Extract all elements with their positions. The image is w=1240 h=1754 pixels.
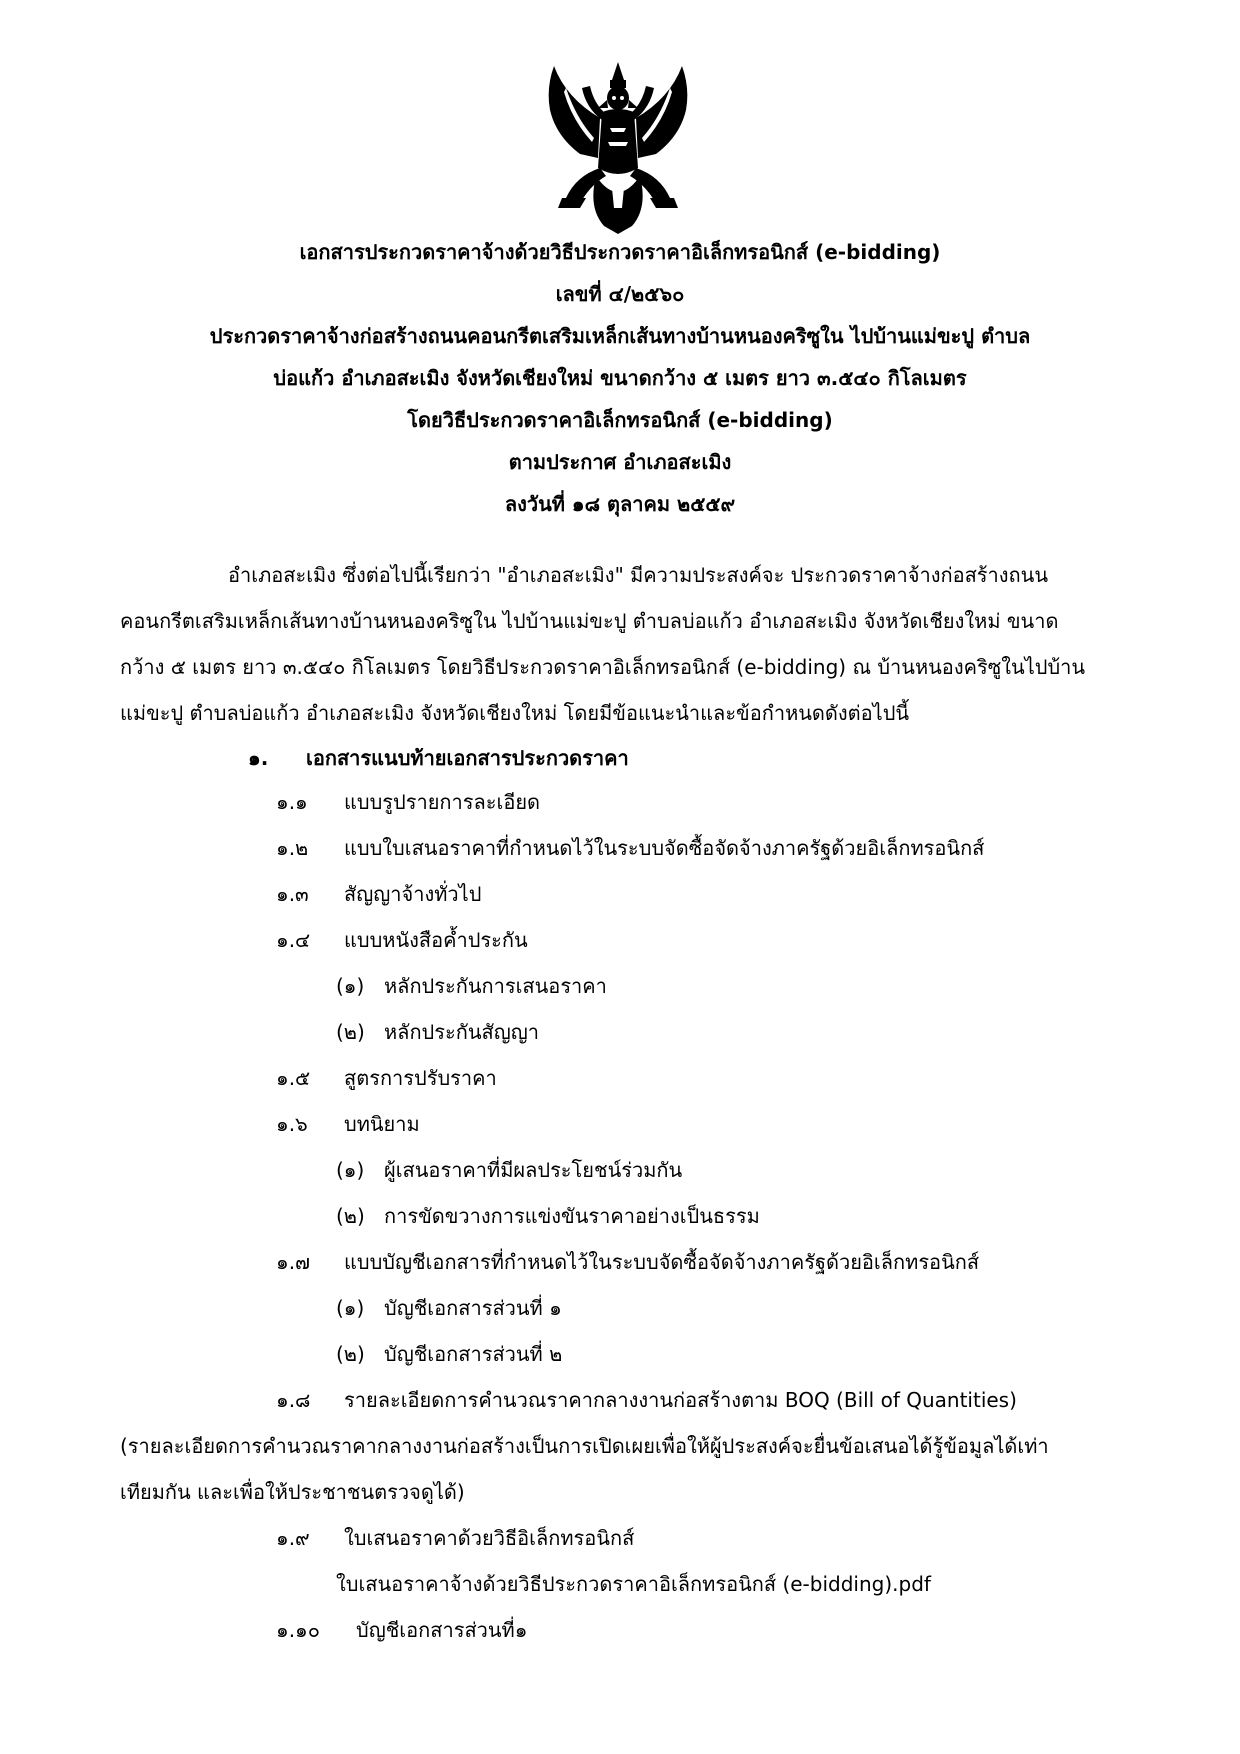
sub-item-number: (๒) xyxy=(336,1342,365,1366)
item-number: ๑.๒ xyxy=(276,836,309,860)
sub-item-number: (๑) xyxy=(336,1158,365,1182)
sub-item-text: บัญชีเอกสารส่วนที่ ๒ xyxy=(384,1342,563,1366)
item-number: ๑.๗ xyxy=(276,1250,311,1274)
item-text: แบบรูปรายการละเอียด xyxy=(344,790,541,814)
section-number: ๑. xyxy=(248,746,269,770)
item-number: ๑.๑ xyxy=(276,790,308,814)
announcement-date: ลงวันที่ ๑๘ ตุลาคม ๒๕๕๙ xyxy=(504,492,736,516)
item-continuation-line-1: (รายละเอียดการคำนวณราคากลางงานก่อสร้างเป็นการเปิดเผยเพื่อให้ผู้ประสงค์จะยื่นข้อเสนอได้รู้ข้อมูลได้เท่า xyxy=(120,1434,1049,1458)
sub-item-number: (๒) xyxy=(336,1020,365,1044)
item-number: ๑.๕ xyxy=(276,1066,311,1090)
item-text: บทนิยาม xyxy=(344,1112,420,1136)
item-number: ๑.๘ xyxy=(276,1388,311,1412)
item-text: แบบบัญชีเอกสารที่กำหนดไว้ในระบบจัดซื้อจัดจ้างภาครัฐด้วยอิเล็กทรอนิกส์ xyxy=(344,1250,980,1274)
item-text: ใบเสนอราคาด้วยวิธีอิเล็กทรอนิกส์ xyxy=(344,1526,635,1550)
intro-line-3: กว้าง ๕ เมตร ยาว ๓.๕๔๐ กิโลเมตร โดยวิธีประกวดราคาอิเล็กทรอนิกส์ (e-bidding) ณ บ้านหนองคริซูในไปบ้าน xyxy=(120,655,1086,679)
item-text: แบบใบเสนอราคาที่กำหนดไว้ในระบบจัดซื้อจัดจ้างภาครัฐด้วยอิเล็กทรอนิกส์ xyxy=(344,836,985,860)
sub-item-number: (๑) xyxy=(336,974,365,998)
document-title: เอกสารประกวดราคาจ้างด้วยวิธีประกวดราคาอิเล็กทรอนิกส์ (e-bidding) xyxy=(299,240,941,264)
item-text: บัญชีเอกสารส่วนที่๑ xyxy=(356,1618,528,1642)
item-number: ๑.๓ xyxy=(276,882,309,906)
item-number: ๑.๖ xyxy=(276,1112,308,1136)
intro-line-1: อำเภอสะเมิง ซึ่งต่อไปนี้เรียกว่า "อำเภอสะเมิง" มีความประสงค์จะ ประกวดราคาจ้างก่อสร้างถนน xyxy=(228,563,1048,587)
item-continuation-line-2: เทียมกัน และเพื่อให้ประชาชนตรวจดูได้) xyxy=(120,1480,465,1504)
sub-item-text: หลักประกันสัญญา xyxy=(384,1020,540,1044)
sub-item-text: ผู้เสนอราคาที่มีผลประโยชน์ร่วมกัน xyxy=(384,1158,683,1182)
announcement-title: ตามประกาศ อำเภอสะเมิง xyxy=(508,450,732,474)
item-text: สัญญาจ้างทั่วไป xyxy=(344,882,482,906)
project-title-line-2: บ่อแก้ว อำเภอสะเมิง จังหวัดเชียงใหม่ ขนาดกว้าง ๕ เมตร ยาว ๓.๕๔๐ กิโลเมตร xyxy=(273,366,967,390)
sub-item-number: (๑) xyxy=(336,1296,365,1320)
item-number: ๑.๔ xyxy=(276,928,311,952)
intro-line-4: แม่ขะปู ตำบลบ่อแก้ว อำเภอสะเมิง จังหวัดเชียงใหม่ โดยมีข้อแนะนำและข้อกำหนดดังต่อไปนี้ xyxy=(120,701,910,725)
attachment-filename: ใบเสนอราคาจ้างด้วยวิธีประกวดราคาอิเล็กทรอนิกส์ (e-bidding).pdf xyxy=(336,1572,931,1596)
sub-item-text: หลักประกันการเสนอราคา xyxy=(384,974,607,998)
project-title-line-1: ประกวดราคาจ้างก่อสร้างถนนคอนกรีตเสริมเหล็กเส้นทางบ้านหนองคริซูใน ไปบ้านแม่ขะปู ตำบล xyxy=(209,324,1031,348)
item-number: ๑.๑๐ xyxy=(276,1618,320,1642)
item-number: ๑.๙ xyxy=(276,1526,310,1550)
intro-line-2: คอนกรีตเสริมเหล็กเส้นทางบ้านหนองคริซูใน ไปบ้านแม่ขะปู ตำบลบ่อแก้ว อำเภอสะเมิง จังหวัดเชียงใหม่ ขนาด xyxy=(120,609,1059,633)
item-text: สูตรการปรับราคา xyxy=(344,1066,497,1090)
garuda-emblem xyxy=(536,58,700,236)
item-text: แบบหนังสือค้ำประกัน xyxy=(344,928,528,952)
sub-item-text: บัญชีเอกสารส่วนที่ ๑ xyxy=(384,1296,562,1320)
sub-item-number: (๒) xyxy=(336,1204,365,1228)
sub-item-text: การขัดขวางการแข่งขันราคาอย่างเป็นธรรม xyxy=(384,1204,760,1228)
item-text: รายละเอียดการคำนวณราคากลางงานก่อสร้างตาม BOQ (Bill of Quantities) xyxy=(344,1388,1017,1412)
document-number: เลขที่ ๔/๒๕๖๐ xyxy=(555,282,685,306)
method-title: โดยวิธีประกวดราคาอิเล็กทรอนิกส์ (e-bidding) xyxy=(407,408,833,432)
section-heading-text: เอกสารแนบท้ายเอกสารประกวดราคา xyxy=(306,746,629,770)
